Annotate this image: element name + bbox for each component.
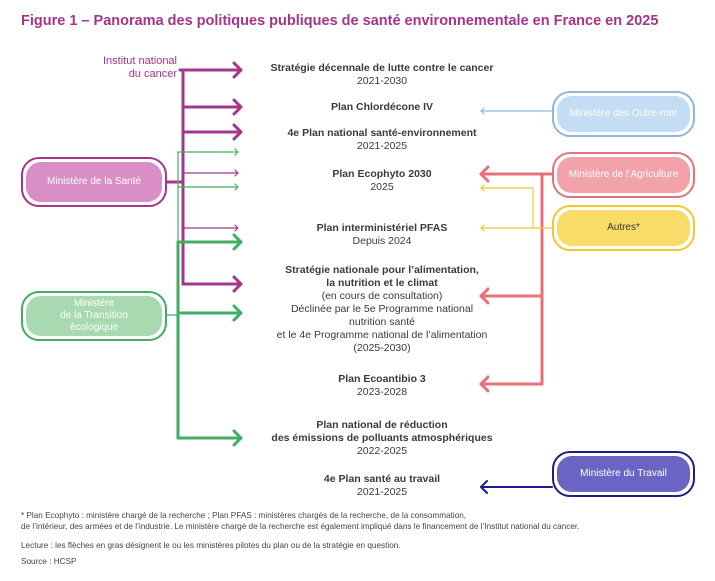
plan-title: Plan national de réduction [316, 419, 448, 431]
plan-period: 2025 [370, 181, 394, 193]
plan-title: 4e Plan santé au travail [323, 473, 441, 485]
plan-pnse [232, 127, 532, 153]
plan-period: 2021-2025 [356, 140, 408, 152]
plan-period: (2025-2030) [353, 342, 411, 354]
lecture-note: Lecture : les flèches en gras désignent le ou les ministères pilotes du plan ou de la stratégie en question. [21, 541, 401, 550]
ministere-agriculture-pill [552, 152, 695, 198]
plan-status: (en cours de consultation) [321, 290, 443, 302]
plan-polluants [232, 419, 532, 458]
footnote-line-1: * Plan Ecophyto : ministère chargé de la recherche ; Plan PFAS : ministères chargés de la recherche, de la consommation, [21, 511, 467, 520]
sante-connectors [165, 63, 241, 291]
plan-period: 2022-2025 [356, 445, 408, 457]
plan-title: Plan Ecophyto 2030 [332, 168, 432, 180]
institut-line-2: du cancer [128, 68, 177, 80]
plan-detail: nutrition santé [349, 316, 415, 328]
ministere-agriculture-label: Ministère de l’Agriculture [557, 157, 690, 193]
ministere-sante-pill [21, 157, 167, 207]
autres-pill [552, 205, 695, 251]
plan-ecoantibio [232, 373, 532, 399]
plan-sante-travail [232, 473, 532, 499]
plan-alimentation [232, 264, 532, 355]
institut-line-1: Institut national [103, 55, 177, 67]
plan-period: 2021-2030 [356, 75, 408, 87]
transition-line-2: de la Transition [60, 310, 128, 321]
ministere-travail-label: Ministère du Travail [557, 456, 690, 492]
plan-title: Stratégie nationale pour l’alimentation, [285, 264, 479, 276]
plan-title: Stratégie décennale de lutte contre le cancer [270, 62, 494, 74]
ministere-transition-label [26, 296, 162, 336]
footnote-line-2: de l’intérieur, des armées et de l’industrie. Le ministère chargé de la recherche est également impliqué dans le financement de l’Institut national du cancer. [21, 522, 580, 531]
ministere-transition-pill [21, 291, 167, 341]
plan-detail: et le 4e Programme national de l’alimentation [276, 329, 488, 341]
transition-connectors [165, 149, 241, 445]
source-note: Source : HCSP [21, 557, 77, 566]
plan-period: 2023-2028 [356, 386, 408, 398]
transition-line-1: Ministère [73, 298, 115, 309]
ministere-outremer-pill [552, 91, 695, 137]
ministere-sante-label: Ministère de la Santé [26, 162, 162, 202]
transition-line-3: écologique [69, 322, 119, 333]
plan-title: Plan Chlordécone IV [330, 101, 434, 113]
plan-pfas [232, 222, 532, 248]
figure-title: Figure 1 – Panorama des politiques publiques de santé environnementale en France en 2025 [21, 13, 659, 29]
plan-title: Plan interministériel PFAS [316, 222, 448, 234]
plan-period: Depuis 2024 [352, 235, 412, 247]
plan-title-line-2: la nutrition et le climat [326, 277, 438, 289]
autres-label: Autres* [557, 210, 690, 246]
plan-title: Plan Ecoantibio 3 [338, 373, 426, 385]
plan-detail: Déclinée par le 5e Programme national [290, 303, 474, 315]
plan-period: 2021-2025 [356, 486, 408, 498]
ministere-travail-pill [552, 451, 695, 497]
plan-title-line-2: des émissions de polluants atmosphériques [271, 432, 493, 444]
plan-strategie-cancer [232, 62, 532, 88]
ministere-outremer-label: Ministère des Outre-mer [557, 96, 690, 132]
plan-title: 4e Plan national santé-environnement [287, 127, 477, 139]
plan-chlordecone [232, 101, 532, 114]
plan-ecophyto [232, 168, 532, 194]
